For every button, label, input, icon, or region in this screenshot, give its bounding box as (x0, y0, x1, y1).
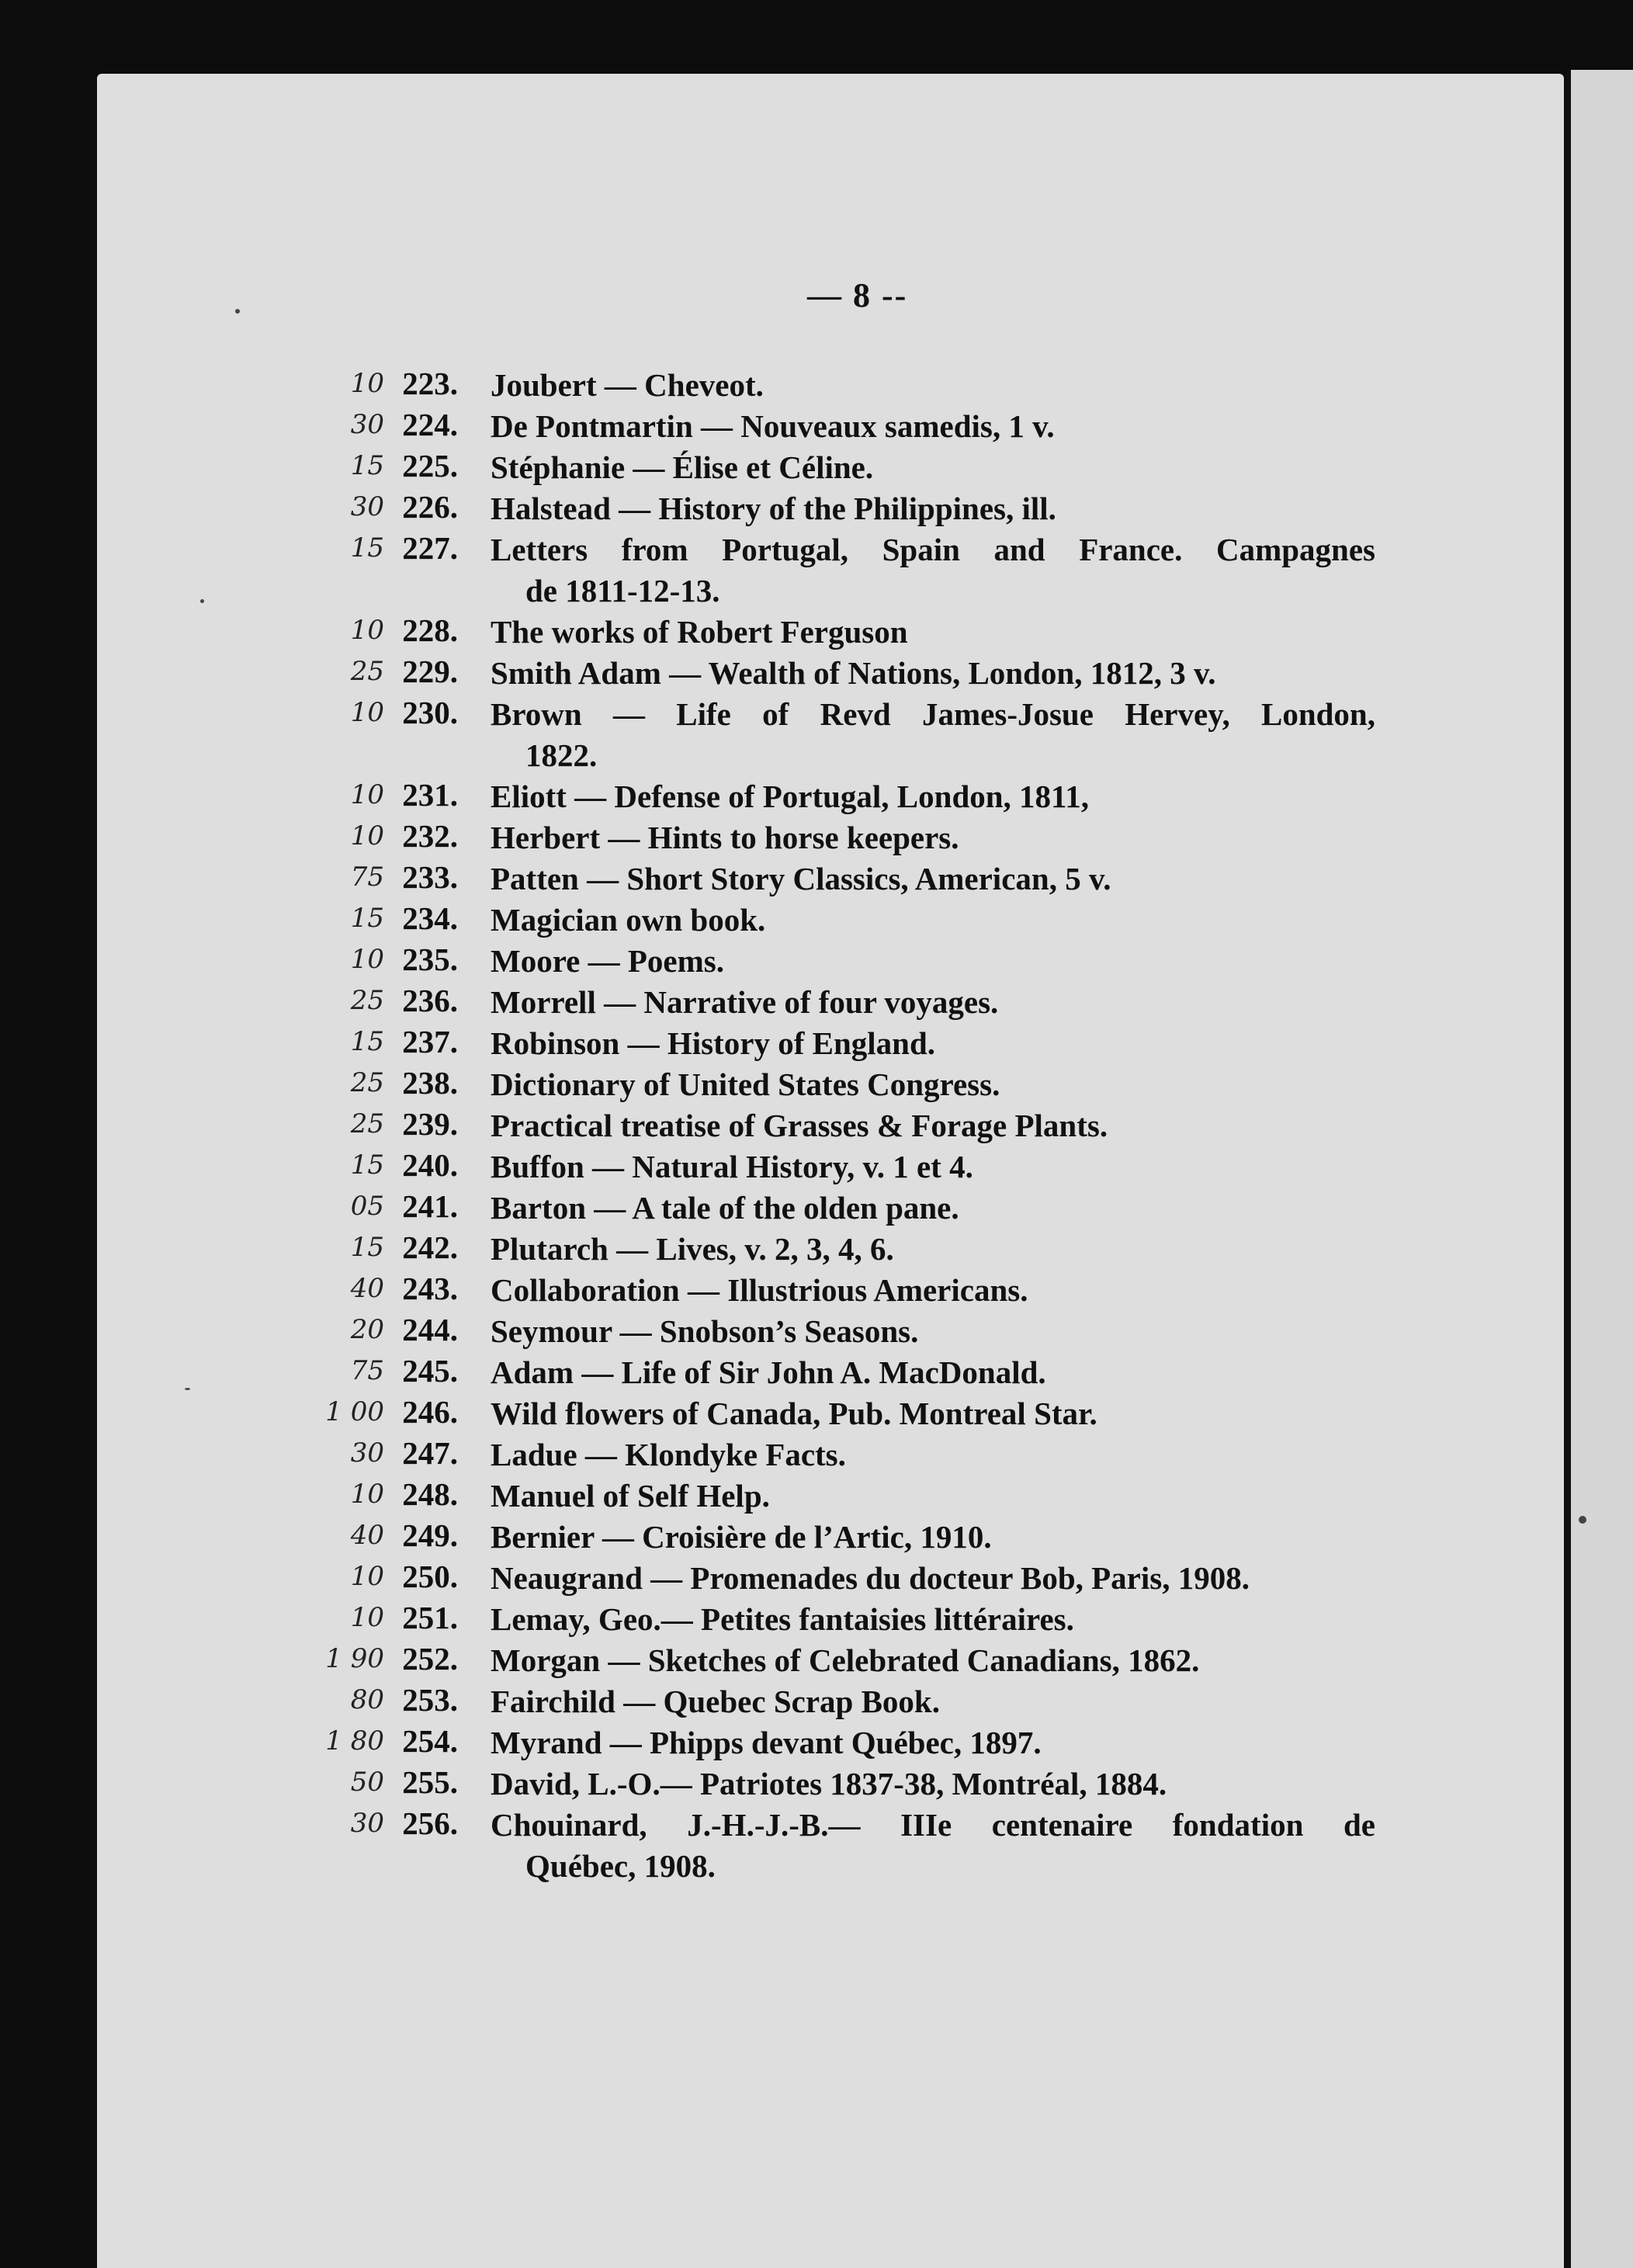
handwritten-price: 10 (350, 944, 384, 975)
entry-number: 231. (402, 777, 458, 813)
entry-title: Plutarch — Lives, v. 2, 3, 4, 6. (491, 1231, 894, 1267)
entry-text (491, 1352, 1375, 1393)
entry-text (491, 1023, 1375, 1064)
entry-number: 254. (402, 1723, 458, 1759)
entry-number: 232. (402, 818, 458, 854)
entry-title: Neaugrand — Promenades du docteur Bob, Paris, 1908. (491, 1560, 1250, 1596)
handwritten-price: 40 (350, 1520, 384, 1551)
entry-number: 256. (402, 1805, 458, 1841)
handwritten-price: 25 (350, 985, 384, 1016)
entry-number: 229. (402, 654, 458, 689)
entry-title: Myrand — Phipps devant Québec, 1897. (491, 1725, 1042, 1760)
entry-text (491, 1229, 1375, 1270)
entry-text (491, 1599, 1375, 1640)
handwritten-price: 10 (350, 779, 384, 810)
entry-title: Eliott — Defense of Portugal, London, 1811, (491, 779, 1090, 814)
entry-number: 233. (402, 859, 458, 895)
entry-text (491, 1146, 1375, 1188)
speck (200, 599, 204, 603)
entry-number: 240. (402, 1147, 458, 1183)
entry-text (491, 1681, 1375, 1722)
handwritten-price: 25 (350, 1108, 384, 1139)
handwritten-price: 25 (350, 656, 384, 687)
entry-title: Practical treatise of Grasses & Forage Plants. (491, 1108, 1108, 1143)
entry-text (491, 982, 1375, 1023)
handwritten-price: 30 (350, 409, 384, 440)
entry-title: Morrell — Narrative of four voyages. (491, 984, 999, 1020)
entry-continuation: 1822. (525, 737, 598, 773)
speck (185, 1388, 190, 1390)
entry-text (491, 1722, 1375, 1763)
handwritten-price: 30 (350, 491, 384, 522)
entry-text (491, 1476, 1375, 1517)
entry-text (491, 1763, 1375, 1805)
entry-text (491, 1517, 1375, 1558)
entry-title: Magician own book. (491, 902, 766, 938)
entry-number: 226. (402, 489, 458, 525)
entry-text (491, 1311, 1375, 1352)
entry-text (491, 694, 1375, 776)
handwritten-price: 1 80 (325, 1725, 384, 1756)
entry-text (491, 1558, 1375, 1599)
handwritten-price: 25 (350, 1067, 384, 1098)
entry-number: 228. (402, 612, 458, 648)
entry-title: Moore — Poems. (491, 943, 724, 979)
entry-text (491, 1064, 1375, 1105)
entry-title: Joubert — Cheveot. (491, 367, 764, 403)
entry-text (491, 941, 1375, 982)
entry-number: 243. (402, 1271, 458, 1306)
entry-number: 238. (402, 1065, 458, 1101)
entry-number: 224. (402, 407, 458, 442)
handwritten-price: 10 (350, 368, 384, 399)
entry-text (491, 1640, 1375, 1681)
entry-number: 244. (402, 1312, 458, 1347)
entry-title: Buffon — Natural History, v. 1 et 4. (491, 1149, 973, 1184)
entry-text (491, 1105, 1375, 1146)
handwritten-price: 75 (350, 862, 384, 893)
entry-title: David, L.-O.— Patriotes 1837-38, Montréal, 1884. (491, 1766, 1167, 1802)
entry-title: Chouinard, J.-H.-J.-B.— IIIe centenaire fondation de (491, 1807, 1375, 1843)
entry-number: 242. (402, 1229, 458, 1265)
entry-title: Letters from Portugal, Spain and France. Campagnes (491, 532, 1375, 567)
entry-number: 234. (402, 900, 458, 936)
handwritten-price: 75 (350, 1355, 384, 1386)
entry-text (491, 447, 1375, 488)
handwritten-price: 20 (350, 1314, 384, 1345)
entry-number: 255. (402, 1764, 458, 1800)
entry-text (491, 1270, 1375, 1311)
handwritten-price: 10 (350, 820, 384, 851)
entry-number: 252. (402, 1641, 458, 1677)
handwritten-price: 30 (350, 1808, 384, 1839)
entry-title: Bernier — Croisière de l’Artic, 1910. (491, 1519, 992, 1555)
entry-number: 230. (402, 695, 458, 730)
entry-title: Herbert — Hints to horse keepers. (491, 820, 959, 855)
handwritten-price: 15 (350, 1026, 384, 1057)
handwritten-price: 15 (350, 532, 384, 564)
handwritten-price: 10 (350, 615, 384, 646)
entry-number: 248. (402, 1476, 458, 1512)
entry-title: Manuel of Self Help. (491, 1478, 770, 1514)
entry-title: Seymour — Snobson’s Seasons. (491, 1313, 919, 1349)
entry-number: 223. (402, 366, 458, 401)
entry-text (491, 488, 1375, 529)
entry-title: Ladue — Klondyke Facts. (491, 1437, 846, 1472)
handwritten-price: 10 (350, 697, 384, 728)
entry-text (491, 776, 1375, 817)
entry-text (491, 529, 1375, 612)
entry-text (491, 406, 1375, 447)
entry-title: Brown — Life of Revd James-Josue Hervey, London, (491, 696, 1375, 732)
handwritten-price: 50 (350, 1767, 384, 1798)
entry-title: De Pontmartin — Nouveaux samedis, 1 v. (491, 408, 1055, 444)
handwritten-price: 15 (350, 903, 384, 934)
handwritten-price: 1 90 (325, 1643, 384, 1674)
entry-title: Collaboration — Illustrious Americans. (491, 1272, 1028, 1308)
entry-number: 245. (402, 1353, 458, 1389)
entry-number: 236. (402, 983, 458, 1018)
entry-continuation: Québec, 1908. (525, 1848, 716, 1884)
entry-number: 227. (402, 530, 458, 566)
entry-number: 251. (402, 1600, 458, 1635)
entry-number: 225. (402, 448, 458, 484)
speck (235, 309, 240, 314)
entry-number: 241. (402, 1188, 458, 1224)
page-number: — 8 -- (807, 276, 908, 314)
entry-text (491, 612, 1375, 653)
entry-title: Halstead — History of the Philippines, ill. (491, 491, 1056, 526)
handwritten-price: 80 (350, 1684, 384, 1715)
handwritten-price: 15 (350, 1232, 384, 1263)
handwritten-price: 15 (350, 450, 384, 481)
entry-text (491, 1188, 1375, 1229)
entry-continuation: de 1811-12-13. (525, 573, 720, 609)
handwritten-price: 1 00 (325, 1396, 384, 1427)
entry-number: 250. (402, 1559, 458, 1594)
facing-page-edge (1571, 70, 1633, 2268)
entry-title: The works of Robert Ferguson (491, 614, 908, 650)
entry-title: Robinson — History of England. (491, 1025, 935, 1061)
entry-title: Lemay, Geo.— Petites fantaisies littéraires. (491, 1601, 1074, 1637)
entry-title: Barton — A tale of the olden pane. (491, 1190, 959, 1226)
handwritten-price: 15 (350, 1150, 384, 1181)
entry-text (491, 900, 1375, 941)
entry-number: 246. (402, 1394, 458, 1430)
handwritten-price: 10 (350, 1561, 384, 1592)
entry-text (491, 1393, 1375, 1434)
entry-text (491, 817, 1375, 858)
entry-number: 239. (402, 1106, 458, 1142)
entry-text (491, 365, 1375, 406)
handwritten-price: 05 (350, 1191, 384, 1222)
handwritten-price: 40 (350, 1273, 384, 1304)
entry-number: 253. (402, 1682, 458, 1718)
entry-title: Adam — Life of Sir John A. MacDonald. (491, 1354, 1046, 1390)
entry-title: Patten — Short Story Classics, American, 5 v. (491, 861, 1111, 896)
handwritten-price: 30 (350, 1437, 384, 1469)
entry-text (491, 858, 1375, 900)
entry-number: 247. (402, 1435, 458, 1471)
speck (1579, 1516, 1586, 1524)
entry-text (491, 653, 1375, 694)
entry-title: Dictionary of United States Congress. (491, 1066, 1000, 1102)
entry-title: Wild flowers of Canada, Pub. Montreal Star. (491, 1396, 1097, 1431)
entry-title: Stéphanie — Élise et Céline. (491, 449, 874, 485)
entry-text (491, 1805, 1375, 1887)
entry-number: 249. (402, 1517, 458, 1553)
entry-number: 235. (402, 942, 458, 977)
entry-title: Fairchild — Quebec Scrap Book. (491, 1684, 940, 1719)
handwritten-price: 10 (350, 1602, 384, 1633)
entry-number: 237. (402, 1024, 458, 1059)
entry-title: Smith Adam — Wealth of Nations, London, 1812, 3 v. (491, 655, 1216, 691)
entry-title: Morgan — Sketches of Celebrated Canadians, 1862. (491, 1642, 1200, 1678)
handwritten-price: 10 (350, 1479, 384, 1510)
entry-text (491, 1434, 1375, 1476)
